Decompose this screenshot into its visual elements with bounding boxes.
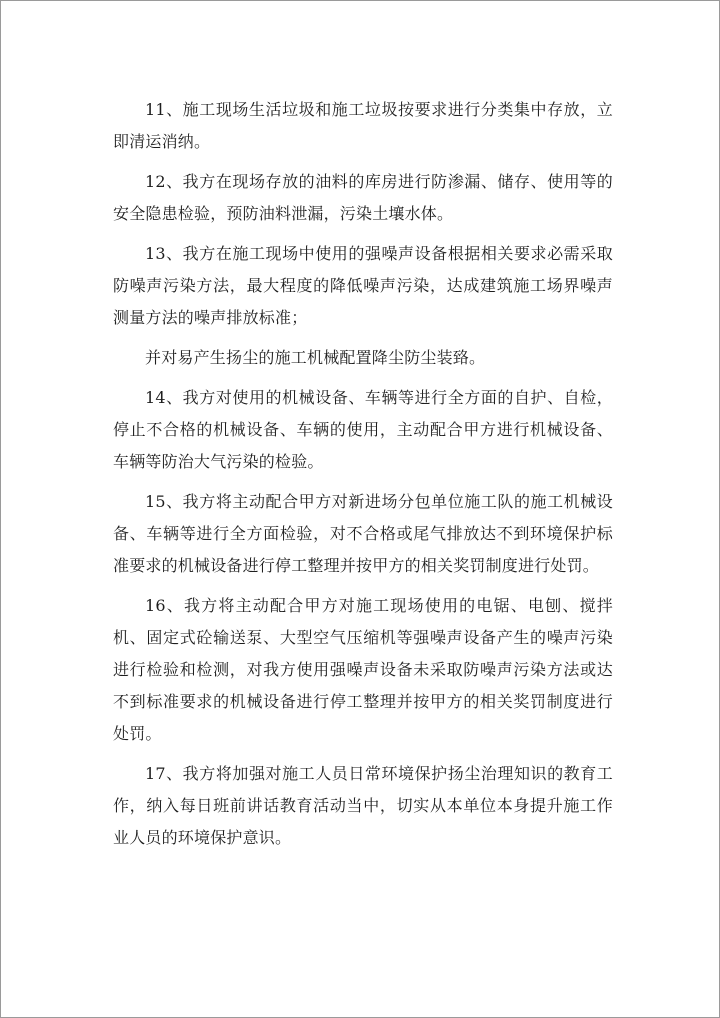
paragraph-17: 17、我方将加强对施工人员日常环境保护扬尘治理知识的教育工作，纳入每日班前讲话教育活动当中，切实从本单位本身提升施工作业人员的环境保护意识。 <box>113 764 613 847</box>
paragraph-12: 12、我方在现场存放的油料的库房进行防渗漏、储存、使用等的安全隐患检验，预防油料泄漏，污染土壤水体。 <box>113 172 613 223</box>
paragraph-14: 14、我方对使用的机械设备、车辆等进行全方面的自护、自检，停止不合格的机械设备、车辆的使用，主动配合甲方进行机械设备、车辆等防治大气污染的检验。 <box>113 388 613 471</box>
paragraph-13-continued: 并对易产生扬尘的施工机械配置降尘防尘装臵。 <box>145 348 486 367</box>
document-body <box>113 94 613 862</box>
paragraph-11: 11、施工现场生活垃圾和施工垃圾按要求进行分类集中存放，立即清运消纳。 <box>113 100 613 151</box>
paragraph-16: 16、我方将主动配合甲方对施工现场使用的电锯、电刨、搅拌机、固定式砼输送泵、大型空气压缩机等强噪声设备产生的噪声污染进行检验和检测，对我方使用强噪声设备未采取防噪声污染方法或达不到标准要求的机械设备进行停工整理并按甲方的相关奖罚制度进行处罚。 <box>113 596 613 743</box>
paragraph-13: 13、我方在施工现场中使用的强噪声设备根据相关要求必需采取防噪声污染方法，最大程度的降低噪声污染，达成建筑施工场界噪声测量方法的噪声排放标准； <box>113 244 613 327</box>
paragraph-15: 15、我方将主动配合甲方对新进场分包单位施工队的施工机械设备、车辆等进行全方面检验，对不合格或尾气排放达不到环境保护标准要求的机械设备进行停工整理并按甲方的相关奖罚制度进行处罚。 <box>113 492 613 575</box>
